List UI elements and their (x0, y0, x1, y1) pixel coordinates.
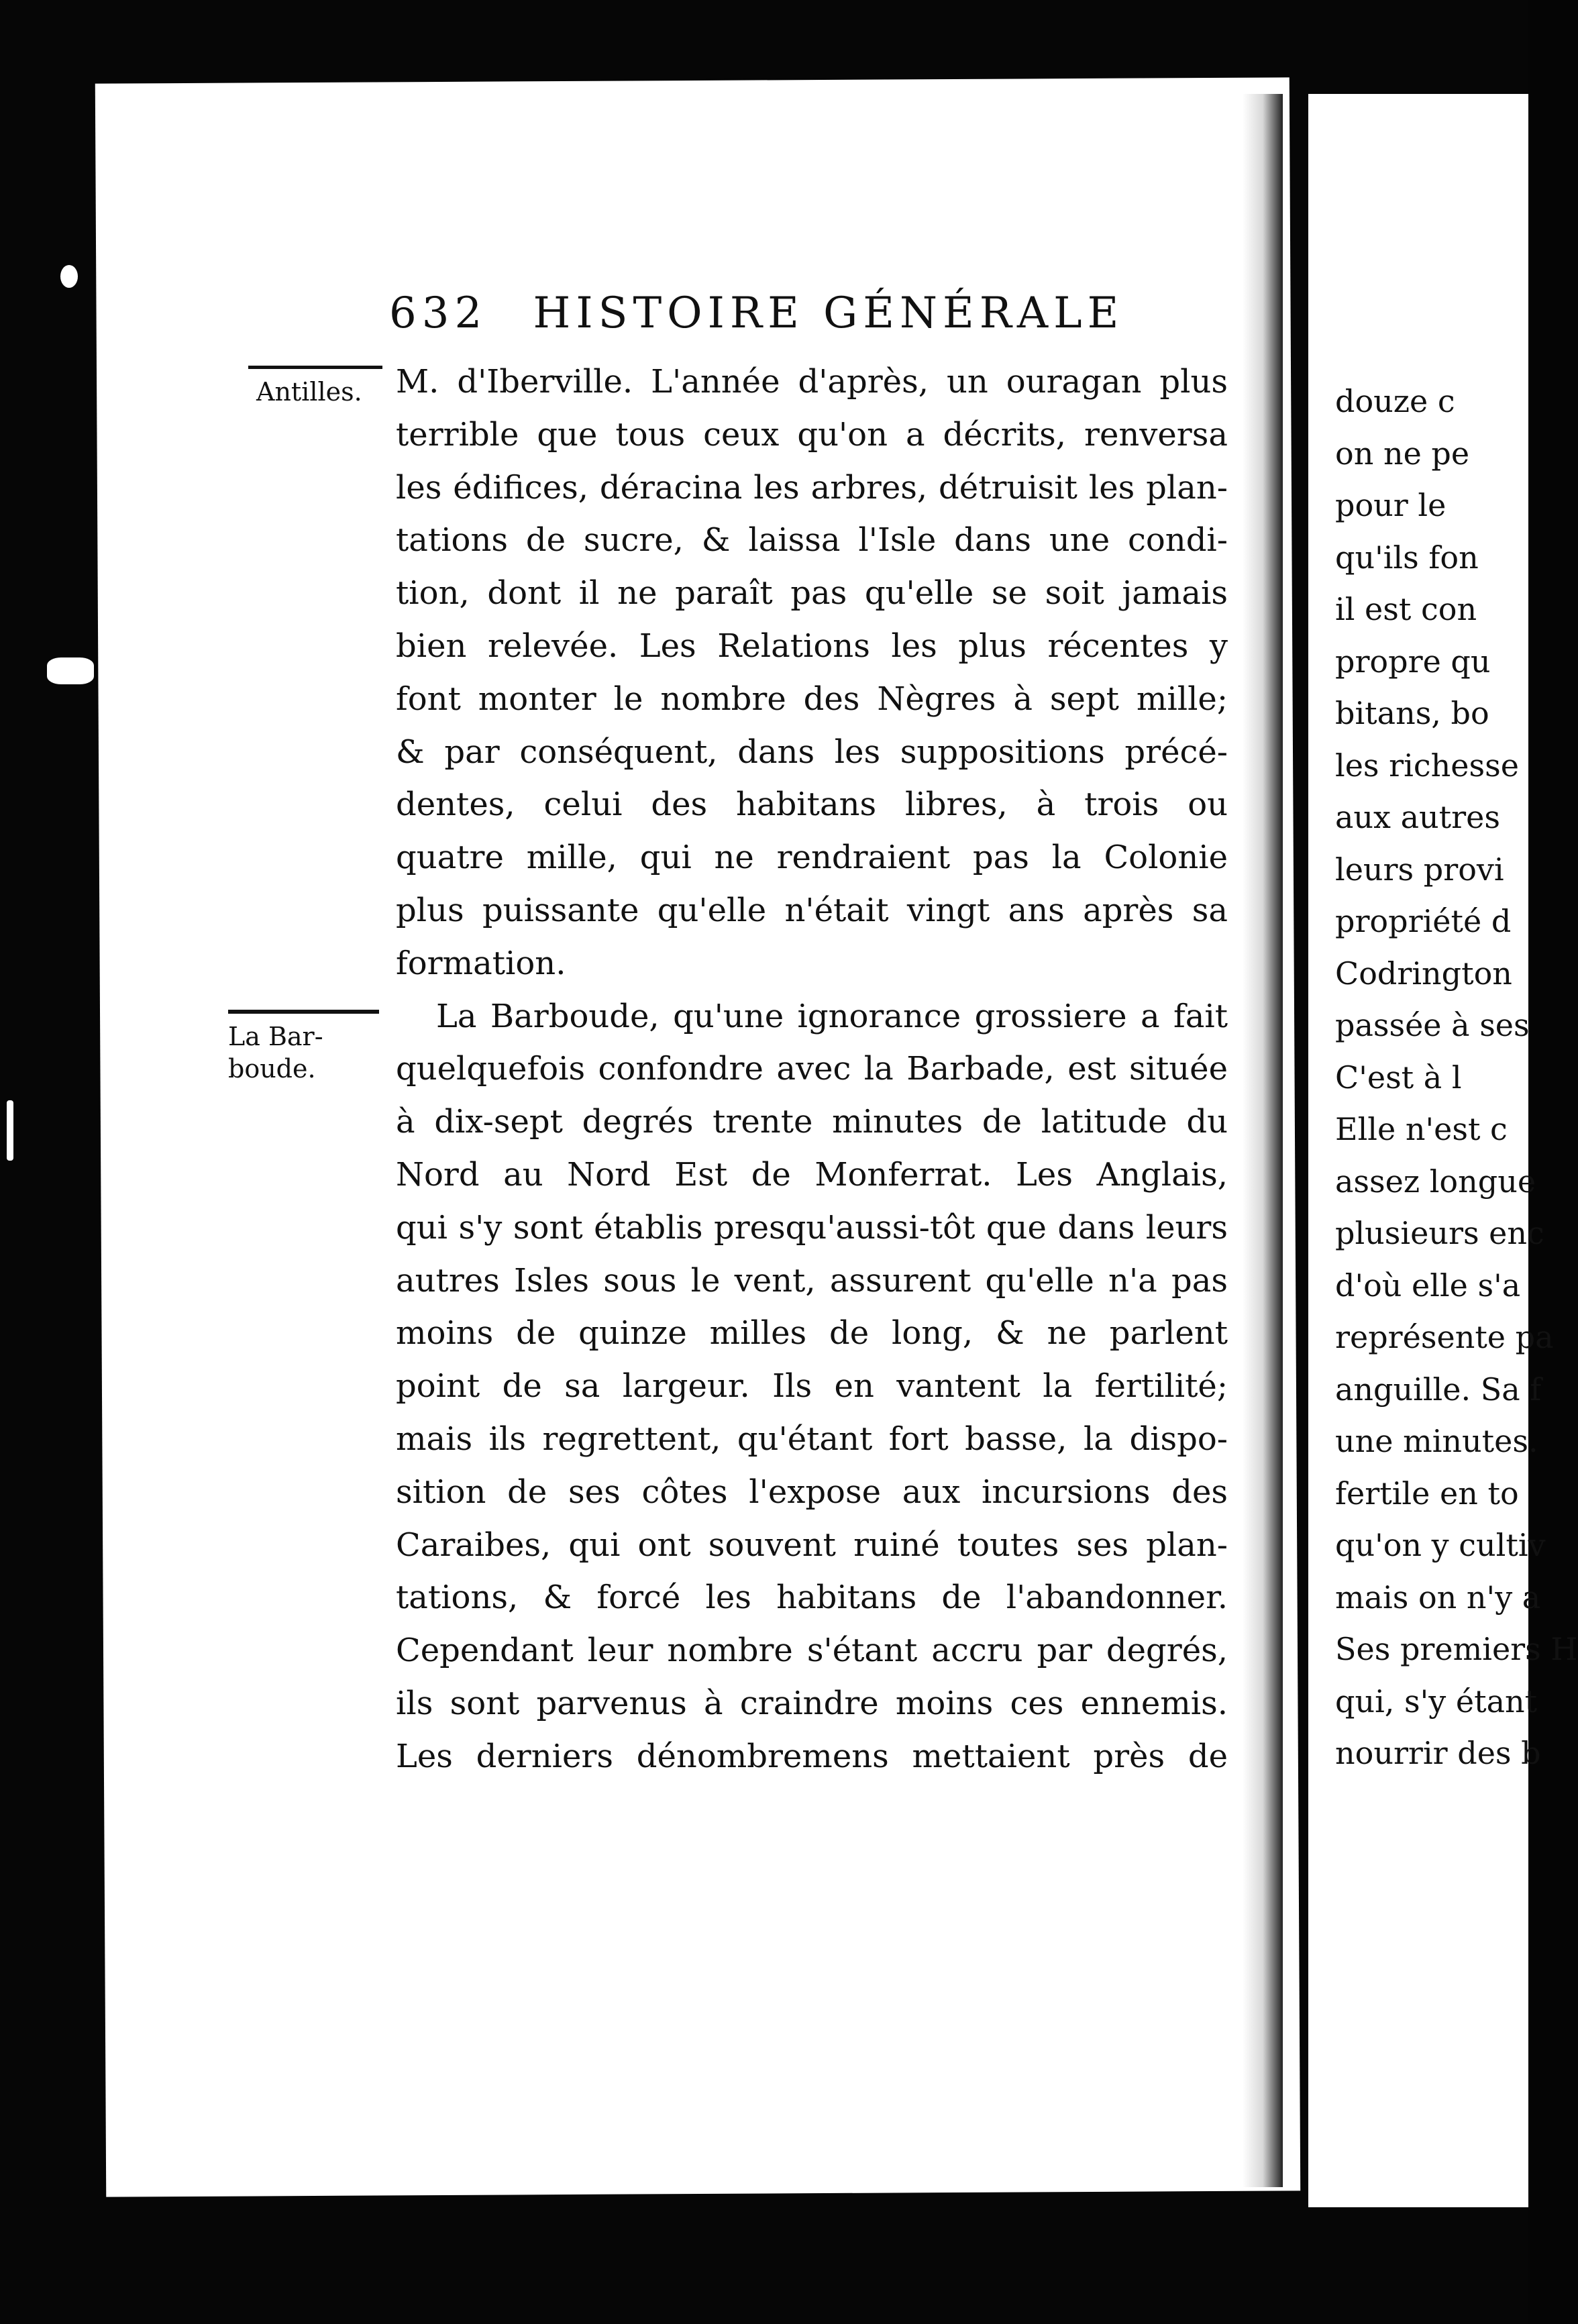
text-line: plusieurs enc (1335, 1215, 1544, 1251)
text-line: point de sa largeur. Ils en vantent la fertilité; (396, 1367, 1228, 1406)
text-line: bien relevée. Les Relations les plus récentes y (396, 627, 1228, 665)
text-line: moins de quinze milles de long, & ne parlent (396, 1314, 1228, 1353)
text-line: une minutes. (1335, 1423, 1538, 1459)
text-line: qui s'y sont établis presqu'aussi-tôt que dans leurs (396, 1208, 1228, 1247)
text-line: mais ils regrettent, qu'étant fort basse, la dispo- (396, 1420, 1228, 1458)
page-number: 632 (389, 288, 488, 338)
text-line: Cependant leur nombre s'étant accru par degrés, (396, 1632, 1228, 1670)
text-line: & par conséquent, dans les suppositions précé- (396, 733, 1228, 771)
page-gutter (1243, 94, 1283, 2187)
text-line: ils sont parvenus à craindre moins ces ennemis. (396, 1684, 1228, 1722)
text-line: sition de ses côtes l'expose aux incursions des (396, 1473, 1228, 1511)
text-line: autres Isles sous le vent, assurent qu'elle n'a pas (396, 1261, 1228, 1300)
text-line: les richesse (1335, 747, 1519, 784)
text-line: C'est à l (1335, 1059, 1462, 1096)
margin-note-line: Antilles. (256, 377, 362, 407)
text-line: nourrir des b (1335, 1735, 1541, 1771)
text-line: à dix-sept degrés trente minutes de latitude du (396, 1103, 1228, 1141)
text-line: terrible que tous ceux qu'on a décrits, renversa (396, 415, 1228, 454)
text-line: Caraibes, qui ont souvent ruiné toutes ses plan- (396, 1526, 1228, 1564)
facing-page-text (1335, 376, 1578, 1780)
text-line: propriété d (1335, 903, 1512, 939)
margin-note-antilles (248, 366, 382, 408)
text-line: qui, s'y étant (1335, 1683, 1538, 1720)
margin-note-line: boude. (228, 1054, 316, 1084)
text-line: aux autres (1335, 799, 1500, 835)
text-line: quatre mille, qui ne rendraient pas la Colonie (396, 839, 1228, 877)
text-line: tion, dont il ne paraît pas qu'elle se soit jamais (396, 574, 1228, 613)
text-line: qu'on y cultiv (1335, 1527, 1546, 1563)
text-line: représente pa (1335, 1319, 1554, 1355)
margin-note-barboude (228, 1010, 382, 1085)
text-line: on ne pe (1335, 435, 1470, 472)
text-line: formation. (396, 944, 566, 982)
text-line: les édifices, déracina les arbres, détruisit les plan- (396, 468, 1228, 507)
text-line: quelquefois confondre avec la Barbade, est située (396, 1050, 1228, 1088)
text-line: tations de sucre, & laissa l'Isle dans une condi- (396, 521, 1228, 560)
scan-speck (60, 265, 78, 288)
margin-rule (248, 366, 382, 369)
text-line: Les derniers dénombremens mettaient près de (396, 1737, 1228, 1775)
running-title: HISTOIRE GÉNÉRALE (533, 288, 1124, 338)
text-line: il est con (1335, 591, 1477, 627)
text-line: qu'ils fon (1335, 539, 1479, 576)
text-line: M. d'Iberville. L'année d'après, un ouragan plus (396, 363, 1228, 401)
text-line: plus puissante qu'elle n'était vingt ans après sa (396, 891, 1228, 929)
text-line: La Barboude, qu'une ignorance grossiere a fait (436, 997, 1228, 1035)
text-line: Ses premiers H (1335, 1631, 1578, 1667)
running-header (389, 288, 1194, 342)
margin-rule (228, 1010, 379, 1014)
text-line: d'où elle s'a (1335, 1267, 1521, 1304)
text-line: Elle n'est c (1335, 1111, 1508, 1147)
text-line: assez longue (1335, 1163, 1536, 1200)
text-line: douze c (1335, 383, 1455, 419)
text-line: pour le (1335, 487, 1446, 523)
text-line: Codrington (1335, 955, 1512, 992)
margin-note-line: La Bar- (228, 1022, 323, 1051)
text-line: passée à ses (1335, 1007, 1530, 1043)
scan-speck (7, 1100, 13, 1161)
scan-speck (47, 657, 94, 684)
text-line: mais on n'y a (1335, 1579, 1541, 1616)
text-line: dentes, celui des habitans libres, à trois ou (396, 786, 1228, 824)
text-line: anguille. Sa f (1335, 1371, 1542, 1408)
text-line: fertile en to (1335, 1475, 1519, 1512)
text-line: font monter le nombre des Nègres à sept mille; (396, 680, 1228, 718)
text-line: propre qu (1335, 643, 1491, 680)
text-line: bitans, bo (1335, 695, 1489, 731)
text-line: tations, & forcé les habitans de l'abandonner. (396, 1579, 1228, 1617)
text-line: Nord au Nord Est de Monferrat. Les Anglais, (396, 1155, 1228, 1194)
text-line: leurs provi (1335, 851, 1504, 888)
body-text (396, 356, 1228, 1783)
